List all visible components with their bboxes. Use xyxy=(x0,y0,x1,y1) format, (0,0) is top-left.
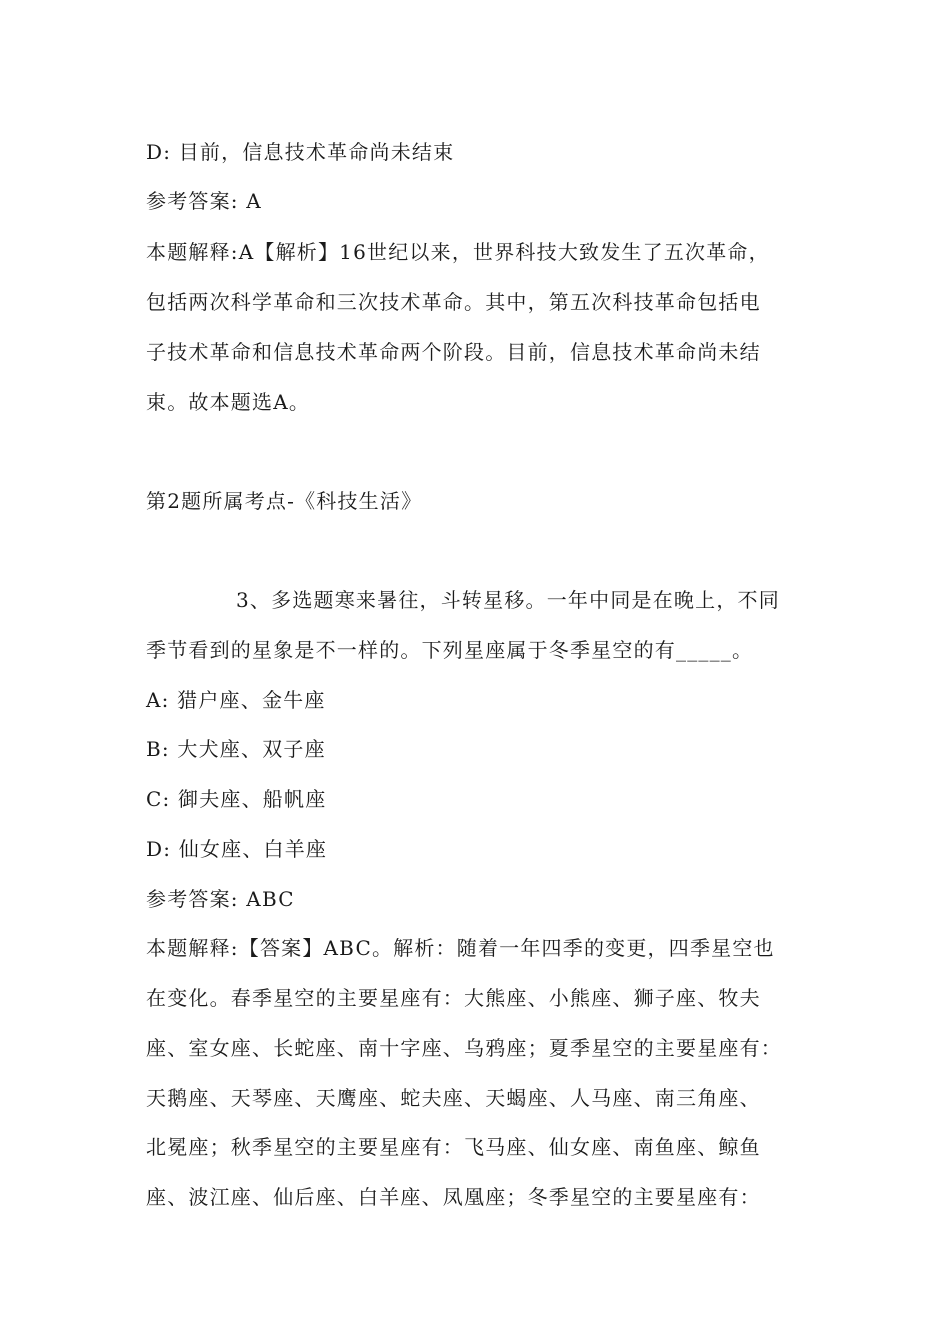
q3-option-d: D: 仙女座、白羊座 xyxy=(146,837,328,861)
q3-option-c: C: 御夫座、船帆座 xyxy=(146,787,327,811)
q3-explanation-line: 本题解释:【答案】ABC。解析：随着一年四季的变更，四季星空也 xyxy=(146,936,775,960)
q3-explanation-line: 座、室女座、长蛇座、南十字座、乌鸦座；夏季星空的主要星座有： xyxy=(146,1036,782,1060)
q1-option-d: D: 目前，信息技术革命尚未结束 xyxy=(146,140,455,164)
q3-stem-line: 季节看到的星象是不一样的。下列星座属于冬季星空的有_____。 xyxy=(146,638,754,662)
q1-explanation-line: 本题解释:A【解析】16世纪以来，世界科技大致发生了五次革命， xyxy=(146,240,770,264)
q3-explanation-line: 座、波江座、仙后座、白羊座、凤凰座；冬季星空的主要星座有： xyxy=(146,1185,761,1209)
q2-topic: 第2题所属考点-《科技生活》 xyxy=(146,489,423,513)
q3-option-b: B: 大犬座、双子座 xyxy=(146,737,326,761)
q1-explanation-line: 束。故本题选A。 xyxy=(146,390,311,414)
q1-answer: 参考答案: A xyxy=(146,189,262,213)
q1-explanation-line: 包括两次科学革命和三次技术革命。其中，第五次科技革命包括电 xyxy=(146,290,761,314)
q3-answer: 参考答案: ABC xyxy=(146,887,295,911)
q3-explanation-line: 天鹅座、天琴座、天鹰座、蛇夫座、天蝎座、人马座、南三角座、 xyxy=(146,1086,761,1110)
q3-explanation-line: 北冕座；秋季星空的主要星座有：飞马座、仙女座、南鱼座、鲸鱼 xyxy=(146,1135,761,1159)
q1-explanation-line: 子技术革命和信息技术革命两个阶段。目前，信息技术革命尚未结 xyxy=(146,340,761,364)
q3-explanation-line: 在变化。春季星空的主要星座有：大熊座、小熊座、狮子座、牧夫 xyxy=(146,986,761,1010)
q3-option-a: A: 猎户座、金牛座 xyxy=(146,688,326,712)
q3-stem-line: 3、多选题寒来暑往，斗转星移。一年中同是在晚上，不同 xyxy=(236,588,780,612)
